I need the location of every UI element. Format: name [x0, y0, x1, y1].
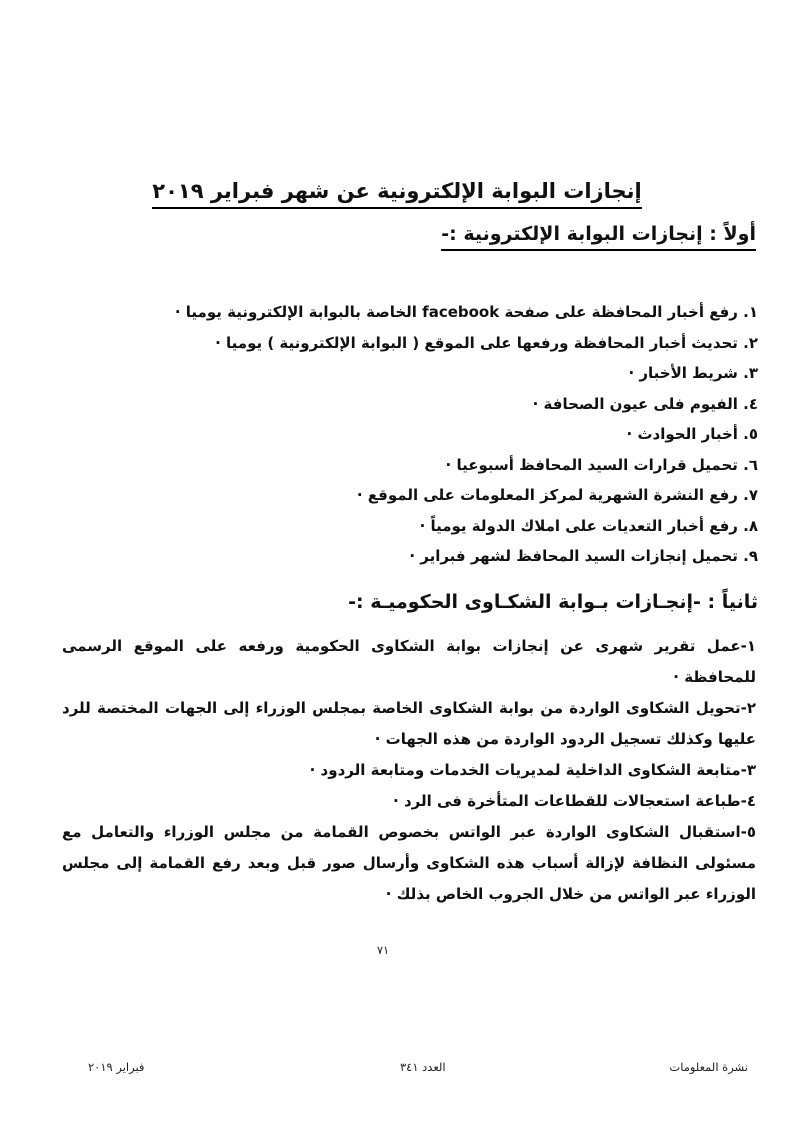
footer-bulletin-name: نشرة المعلومات: [669, 1060, 748, 1074]
list-item: ٤. الفيوم فلى عيون الصحافة ·: [532, 394, 758, 413]
list-item: ٧. رفع النشرة الشهرية لمركز المعلومات على الموقع ·: [356, 486, 758, 504]
section2-list: [62, 631, 756, 910]
section1-list: [40, 297, 758, 572]
list-item: ٢. تحديث أخبار المحافظة ورفعها على الموقع ( البوابة الإلكترونية ) يوميا ·: [215, 333, 758, 352]
page-title-text: إنجازات البوابة الإلكترونية عن شهر فبراير ٢٠١٩: [152, 179, 641, 209]
page-number: ٧١: [376, 943, 390, 957]
list-item: ٩. تحميل إنجازات السيد المحافظ لشهر فبراير ·: [409, 547, 758, 565]
page-title: [0, 179, 794, 203]
section1-heading: [441, 223, 756, 245]
list-item: ٦. تحميل قرارات السيد المحافظ أسبوعيا ·: [445, 455, 758, 474]
footer-issue-number: العدد ٣٤١: [400, 1060, 446, 1074]
list-item: ٨. رفع أخبار التعديات على املاك الدولة يومياً ·: [419, 516, 758, 535]
list-item: ٤-طباعة استعجالات للقطاعات المتأخرة فى الرد ·: [393, 792, 756, 810]
section2-heading: ثانياً : -إنجـازات بـوابة الشكـاوى الحكوميـة :-: [348, 591, 758, 613]
list-item: ٣-متابعة الشكاوى الداخلية لمديريات الخدمات ومتابعة الردود ·: [309, 761, 756, 779]
list-item: ١. رفع أخبار المحافظة على صفحة facebook الخاصة بالبوابة الإلكترونية يوميا ·: [174, 303, 758, 321]
page-footer: [0, 1060, 794, 1082]
list-item: ٥. أخبار الحوادث ·: [626, 425, 758, 443]
list-item: ٢-تحويل الشكاوى الواردة من بوابة الشكاوى الخاصة بمجلس الوزراء إلى الجهات المختصة للرد عليها وكذلك تسجيل الردود الواردة من هذه الجهات ·: [62, 699, 756, 748]
list-item: ١-عمل تقرير شهرى عن إنجازات بوابة الشكاوى الحكومية ورفعه على الموقع الرسمى للمحافظة ·: [62, 637, 756, 686]
section1-heading-text: أولاً : إنجازات البوابة الإلكترونية :-: [441, 223, 756, 251]
list-item: ٥-استقبال الشكاوى الواردة عبر الواتس بخصوص القمامة من مجلس الوزراء والتعامل مع مسئولى النظافة لإزالة أسباب هذه الشكاوى وأرسال صور قبل وبعد رفع القمامة إلى مجلس الوزراء عبر الواتس من خلال الجروب الخاص بذلك ·: [62, 823, 756, 903]
list-item: ٣. شريط الأخبار ·: [628, 364, 758, 382]
footer-date: فبراير ٢٠١٩: [88, 1060, 145, 1074]
